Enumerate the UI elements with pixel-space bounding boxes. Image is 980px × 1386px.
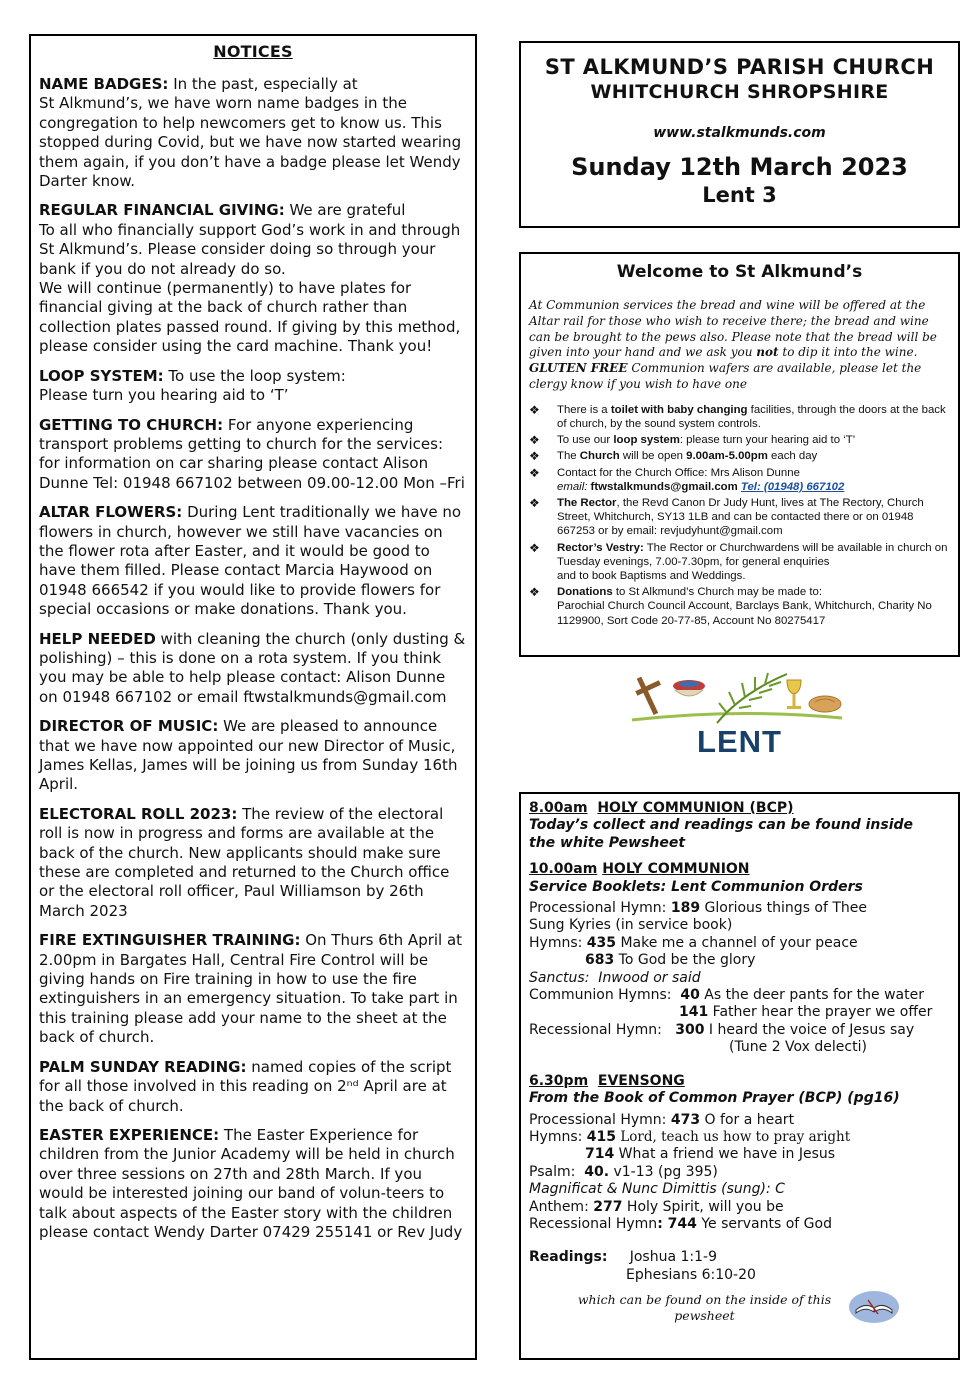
office-email[interactable]: ftwstalkmunds@gmail.com	[587, 480, 741, 493]
service-10am-heading	[529, 861, 950, 878]
hymn-line: Processional Hymn: 189 Glorious things of Thee	[529, 900, 868, 917]
service-time: 10.00am	[529, 861, 598, 878]
hymn-line: Sung Kyries (in service book)	[529, 917, 733, 934]
notice-item	[39, 201, 467, 356]
info-donations	[529, 585, 950, 628]
notice-heading: LOOP SYSTEM:	[39, 366, 164, 385]
welcome-info-list	[529, 403, 950, 628]
info-rector	[529, 496, 950, 539]
palm-icon	[717, 673, 787, 723]
lent-wordmark: LENT	[697, 724, 782, 759]
notice-body: We are pleased to announce that we have now appointed our new Director of Music, James Kellas, James will be joining us from Sunday 16th April.	[39, 717, 458, 794]
info-bold: Rector’s Vestry:	[557, 541, 644, 554]
notice-body: For anyone experiencing transport problems getting to church for the services: for information on car sharing please contact Alison Dunne Tel: 01948 667102 between 09.00-12.00 Mon –Fri	[39, 415, 465, 492]
intro-text: to dip it into the wine.	[778, 345, 918, 360]
hymn-line: Anthem: 277 Holy Spirit, will you be	[529, 1198, 784, 1215]
notice-heading: ELECTORAL ROLL 2023:	[39, 804, 238, 823]
info-text: Contact for the Church Office: Mrs Alison Dunne	[557, 466, 800, 479]
lent-emblem-icon	[627, 668, 852, 728]
info-toilet	[529, 403, 950, 431]
notice-item	[39, 717, 467, 795]
info-text: : please turn your hearing aid to ‘T’	[679, 434, 856, 447]
hymn-line: (Tune 2 Vox delecti)	[729, 1039, 867, 1056]
service-time: 8.00am	[529, 800, 588, 816]
notice-heading: NAME BADGES:	[39, 75, 169, 93]
notice-heading: EASTER EXPERIENCE:	[39, 1125, 220, 1144]
info-bold: Church	[579, 450, 620, 463]
bullet-icon: ❖	[529, 465, 540, 480]
notice-body: named copies of the script for all those involved in this reading on 2ⁿᵈ April are at the back of church.	[39, 1057, 452, 1115]
info-text: The	[557, 450, 580, 463]
readings	[529, 1249, 950, 1266]
notice-item	[39, 75, 467, 191]
hymn-line: Communion Hymns: 40 As the deer pants for the water	[529, 987, 924, 1004]
hymn-line: Sanctus: Inwood or said	[529, 969, 701, 986]
notice-item	[39, 805, 467, 921]
reading-1: Joshua 1:1-9	[629, 1249, 717, 1266]
info-loop	[529, 433, 950, 447]
notice-heading: ALTAR FLOWERS:	[39, 503, 183, 522]
readings-label: Readings:	[529, 1249, 608, 1266]
bread-icon	[809, 696, 841, 712]
notices-title: NOTICES	[213, 42, 293, 61]
notice-body: with cleaning the church (only dusting & polishing) – this is done on a rota system. If you think you may be able to help please contact: Alison Dunne on 01948 667102 or email ftwstalkmunds@gmail.com	[39, 629, 466, 706]
info-vestry	[529, 541, 950, 584]
notice-body: We are grateful To all who financially support God’s work in and through St Alkmund’s. Please consider doing so through your bank if you do not already do so. We will continue (permanently) to have plates for financial giving at the back of church rather than collection plates passed round. If giving by this method, please consider using the card machine. Thank you!	[39, 201, 461, 356]
hymn-line: Magnificat & Nunc Dimittis (sung): C	[529, 1181, 785, 1198]
info-text: To use our	[557, 434, 614, 447]
notice-heading: HELP NEEDED	[39, 629, 156, 648]
service-note: From the Book of Common Prayer (BCP) (pg16)	[529, 1090, 900, 1107]
info-bold: toilet with baby changing	[610, 403, 748, 416]
service-title: HOLY COMMUNION (BCP)	[597, 800, 794, 816]
notices-panel	[29, 34, 477, 1360]
church-header	[519, 41, 960, 228]
hymn-line: 683 To God be the glory	[585, 952, 756, 969]
hymn-line: Recessional Hymn: 744 Ye servants of God	[529, 1215, 832, 1232]
notice-item	[39, 416, 467, 494]
email-label: email:	[557, 480, 588, 493]
communion-intro	[529, 298, 950, 393]
service-note: Today’s collect and readings can be found inside	[529, 817, 914, 834]
bullet-icon: ❖	[529, 402, 540, 417]
reading-2: Ephesians 6:10-20	[626, 1266, 756, 1283]
info-opening	[529, 449, 950, 463]
intro-text: At Communion services the bread and wine will be offered at the Altar rail for those who wish to receive there; the bread and wine can be brought to the pews also. Please note that the bread will be given into your hand and we ask you	[529, 298, 937, 360]
hymn-line: Hymns: 435 Make me a channel of your peace	[529, 934, 858, 951]
welcome-panel	[519, 252, 960, 657]
notice-heading: DIRECTOR OF MUSIC:	[39, 717, 219, 736]
notice-item	[39, 367, 467, 406]
intro-text: Communion wafers are available, please let the clergy know if you wish to have one	[529, 361, 922, 391]
notice-body: On Thurs 6th April at 2.00pm in Bargates Hall, Central Fire Control will be giving hands on Fire training in how to use the fire extinguishers in an emergency situation. To take part in this training please add your name to the sheet at the back of church.	[39, 931, 463, 1047]
notice-body: The review of the electoral roll is now in progress and forms are available at the back of the church. New applicants should make sure these are completed and returned to the Church office or the electoral roll officer, Paul Williamson by 26th March 2023	[39, 804, 450, 920]
info-text: There is a	[557, 403, 611, 416]
hymn-line: Recessional Hymn: 300 I heard the voice of Jesus say	[529, 1021, 915, 1038]
bullet-icon: ❖	[529, 496, 540, 510]
info-contact	[529, 466, 950, 494]
info-text: facilities, through the doors at the back of church, by the sound system controls.	[557, 403, 946, 430]
info-bold: Donations	[557, 586, 613, 599]
bible-icon	[848, 1290, 900, 1324]
info-bold: loop system	[613, 434, 680, 447]
hymn-line: Psalm: 40. v1-13 (pg 395)	[529, 1163, 718, 1180]
cross-icon	[635, 677, 661, 715]
info-text: , the Revd Canon Dr Judy Hunt, lives at The Rectory, Church Street, Whitchurch, SY13 1LB and can be contacted there or on 01948 667253 or by email: revjudyhunt@gmail.com	[557, 497, 924, 538]
notice-item	[39, 1058, 467, 1116]
services-panel	[519, 792, 960, 1360]
readings-footer: which can be found on the inside of this pewsheet	[577, 1292, 832, 1324]
service-title: EVENSONG	[597, 1072, 685, 1089]
notice-body: During Lent traditionally we have no flowers in church, however we still have vacancies on the flower rota after Easter, and it would be good to have them filled. Please contact Marcia Haywood on 01948 666542 if you would like to provide flowers for special occasions or make donations. Thank you.	[39, 503, 462, 619]
notice-heading: REGULAR FINANCIAL GIVING:	[39, 201, 285, 220]
notices-list	[39, 75, 467, 1242]
service-note: the white Pewsheet	[529, 834, 686, 851]
church-location: WHITCHURCH SHROPSHIRE	[590, 81, 889, 103]
service-note: Service Booklets: Lent Communion Orders	[529, 878, 863, 895]
notice-heading: GETTING TO CHURCH:	[39, 415, 224, 434]
info-text: to St Alkmund’s Church may be made to: Parochial Church Council Account, Barclays Bank, Whitchurch, Charity No 1129900, Sort Code 20-77-85, Account No 80275417	[557, 586, 932, 627]
gluten-free-label: GLUTEN FREE	[529, 361, 628, 376]
service-time: 6.30pm	[529, 1072, 589, 1089]
info-text: each day	[767, 450, 818, 463]
welcome-title: Welcome to St Alkmund’s	[616, 262, 863, 282]
info-bold: The Rector	[557, 497, 617, 509]
service-title: HOLY COMMUNION	[602, 861, 750, 878]
info-text: The Rector or Churchwardens will be available in church on Tuesday evenings, 7.00-7.30pm, for general enquiries and to book Baptisms and Weddings.	[557, 541, 948, 583]
notice-body: The Easter Experience for children from the Junior Academy will be held in church over three sessions on 27th and 28th March. If you would be interested joining our band of volun-teers to talk about aspects of the Easter story with the children please contact Wendy Darter 07429 255141 or Rev Judy	[39, 1125, 463, 1241]
notice-body: To use the loop system: Please turn you hearing aid to ‘T’	[39, 366, 346, 405]
service-8am-heading	[529, 800, 950, 817]
chalice-icon	[787, 680, 801, 709]
service-date: Sunday 12th March 2023	[571, 153, 908, 181]
bullet-icon: ❖	[529, 433, 540, 448]
notice-body: In the past, especially at St Alkmund’s, we have worn name badges in the congregation to help newcomers get to know us. This stopped during Covid, but we have now started wearing them again, if you don’t have a badge please let Wendy Darter know.	[39, 75, 462, 191]
notice-heading: PALM SUNDAY READING:	[39, 1057, 247, 1076]
church-website[interactable]: www.stalkmunds.com	[653, 125, 826, 141]
bowl-icon	[673, 680, 705, 696]
hymn-line: Hymns: 415 Lord, teach us how to pray aright	[529, 1128, 851, 1145]
hymn-line: 714 What a friend we have in Jesus	[585, 1146, 836, 1163]
liturgical-season: Lent 3	[702, 183, 777, 207]
office-phone-link[interactable]: Tel: (01948) 667102	[740, 480, 845, 493]
notice-item	[39, 931, 467, 1047]
notice-heading: FIRE EXTINGUISHER TRAINING:	[39, 931, 301, 950]
notice-item	[39, 503, 467, 619]
notice-item	[39, 1126, 467, 1242]
service-630pm-heading	[529, 1073, 950, 1090]
notice-item	[39, 630, 467, 708]
info-bold: 9.00am-5.00pm	[686, 450, 768, 463]
bullet-icon: ❖	[529, 540, 540, 555]
lent-logo	[627, 668, 852, 763]
info-text: will be open	[619, 450, 687, 463]
bullet-icon: ❖	[529, 585, 540, 600]
intro-not: not	[756, 345, 779, 360]
hymn-line: 141 Father hear the prayer we offer	[679, 1004, 933, 1021]
hymn-line: Processional Hymn: 473 O for a heart	[529, 1111, 795, 1128]
church-name: ST ALKMUND’S PARISH CHURCH	[544, 55, 935, 79]
bullet-icon: ❖	[529, 449, 540, 464]
